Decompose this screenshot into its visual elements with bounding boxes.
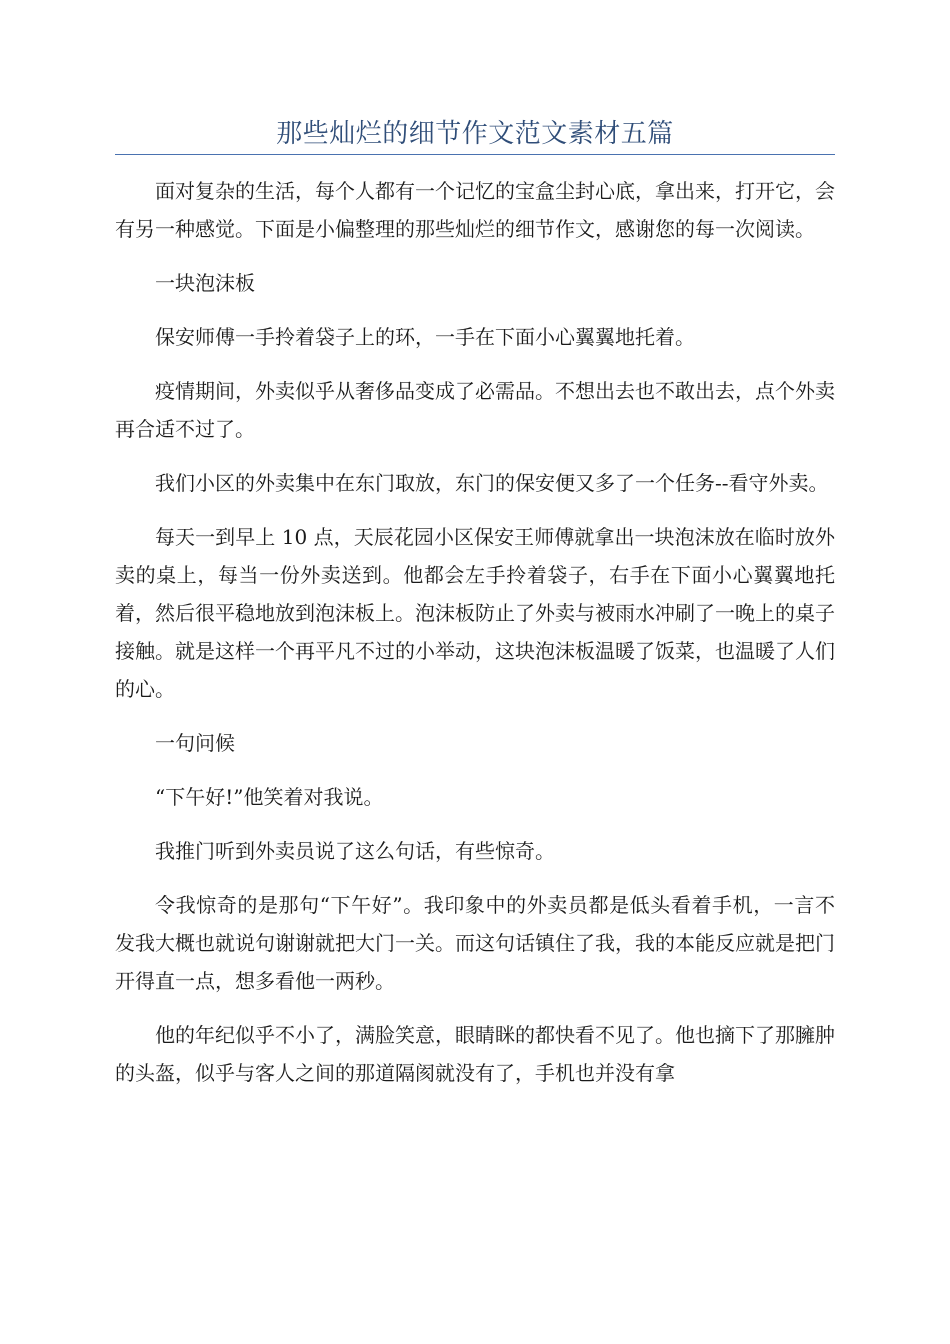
paragraph: 我推门听到外卖员说了这么句话，有些惊奇。 [155, 839, 555, 863]
document-body [115, 172, 835, 1108]
paragraph: 保安师傅一手拎着袋子上的环，一手在下面小心翼翼地托着。 [155, 325, 695, 349]
paragraph: 疫情期间，外卖似乎从奢侈品变成了必需品。不想出去也不敢出去，点个外卖再合适不过了。 [115, 379, 835, 441]
paragraph: 令我惊奇的是那句“下午好”。我印象中的外卖员都是低头看着手机，一言不发我大概也就说句谢谢就把大门一关。而这句话镇住了我，我的本能反应就是把门开得直一点，想多看他一两秒。 [115, 893, 835, 993]
document-title: 那些灿烂的细节作文范文素材五篇 [276, 119, 674, 149]
title-underline [115, 154, 835, 155]
paragraph: 每天一到早上 10 点，天辰花园小区保安王师傅就拿出一块泡沫放在临时放外卖的桌上，每当一份外卖送到。他都会左手拎着袋子，右手在下面小心翼翼地托着，然后很平稳地放到泡沫板上。泡沫板防止了外卖与被雨水冲刷了一晚上的桌子接触。就是这样一个再平凡不过的小举动，这块泡沫板温暖了饭菜，也温暖了人们的心。 [115, 525, 835, 701]
section-heading-foam-board: 一块泡沫板 [155, 271, 255, 295]
paragraph: “下午好!”他笑着对我说。 [155, 785, 384, 809]
paragraph-intro: 面对复杂的生活，每个人都有一个记忆的宝盒尘封心底，拿出来，打开它，会有另一种感觉。下面是小偏整理的那些灿烂的细节作文，感谢您的每一次阅读。 [115, 179, 835, 241]
paragraph: 我们小区的外卖集中在东门取放，东门的保安便又多了一个任务--看守外卖。 [155, 471, 829, 495]
paragraph: 他的年纪似乎不小了，满脸笑意，眼睛眯的都快看不见了。他也摘下了那臃肿的头盔，似乎与客人之间的那道隔阂就没有了，手机也并没有拿 [115, 1023, 835, 1085]
section-heading-greeting: 一句问候 [155, 731, 235, 755]
